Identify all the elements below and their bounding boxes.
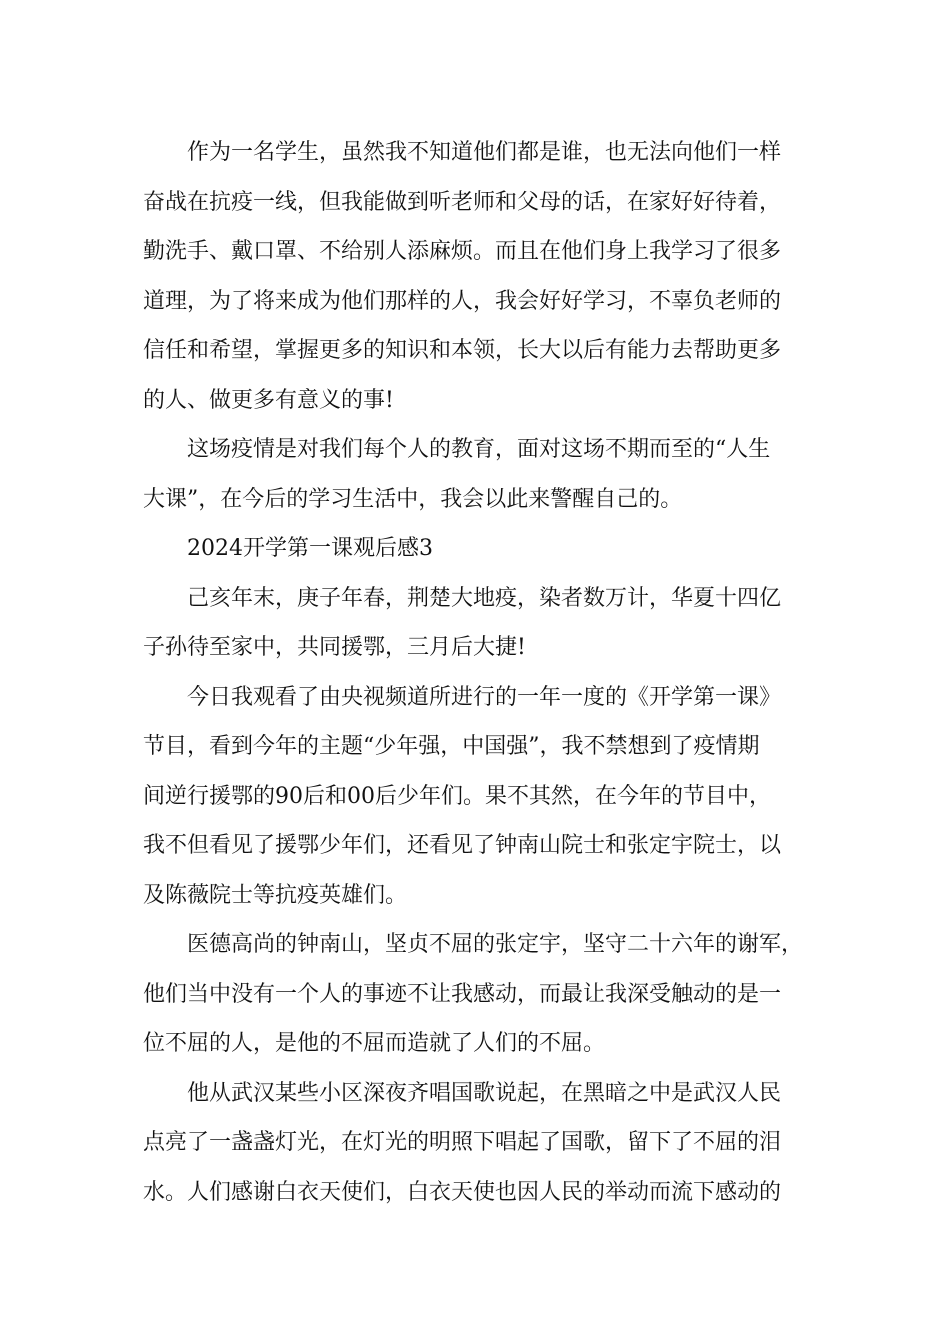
- paragraph-3: 己亥年末，庚子年春，荆楚大地疫，染者数万计，华夏十四亿 子孙待至家中，共同援鄂，三月后大捷!: [143, 585, 782, 660]
- paragraph-1: 作为一名学生，虽然我不知道他们都是谁，也无法向他们一样 奋战在抗疫一线，但我能做到听老师和父母的话，在家好好待着， 勤洗手、戴口罩、不给别人添麻烦。而且在他们身上我学习了很多 道理，为了将来成为他们那样的人，我会好好学习，不辜负老师的 信任和希望，掌握更多的知识和本领，长大以后有能力去帮助更多 的人、做更多有意义的事!: [143, 140, 782, 413]
- paragraph-5: 医德高尚的钟南山，坚贞不屈的张定宇，坚守二十六年的谢军， 他们当中没有一个人的事迹不让我感动，而最让我深受触动的是一 位不屈的人，是他的不屈而造就了人们的不屈。: [143, 932, 804, 1056]
- paragraph-6: 他从武汉某些小区深夜齐唱国歌说起，在黑暗之中是武汉人民 点亮了一盏盏灯光，在灯光的明照下唱起了国歌，留下了不屈的泪 水。人们感谢白衣天使们，白衣天使也因人民的举动而流下感动的: [143, 1080, 782, 1205]
- section-heading: 2024开学第一课观后感3: [187, 536, 433, 561]
- document-body: [143, 128, 815, 1217]
- paragraph-4: 今日我观看了由央视频道所进行的一年一度的《开学第一课》 节目，看到今年的主题“少年强，中国强”，我不禁想到了疫情期 间逆行援鄂的90后和00后少年们。果不其然，在今年的节目中， 我不但看见了援鄂少年们，还看见了钟南山院士和张定宇院士，以 及陈薇院士等抗疫英雄们。: [143, 684, 782, 908]
- paragraph-2: 这场疫情是对我们每个人的教育，面对这场不期而至的“人生 大课”，在今后的学习生活中，我会以此来警醒自己的。: [143, 437, 771, 512]
